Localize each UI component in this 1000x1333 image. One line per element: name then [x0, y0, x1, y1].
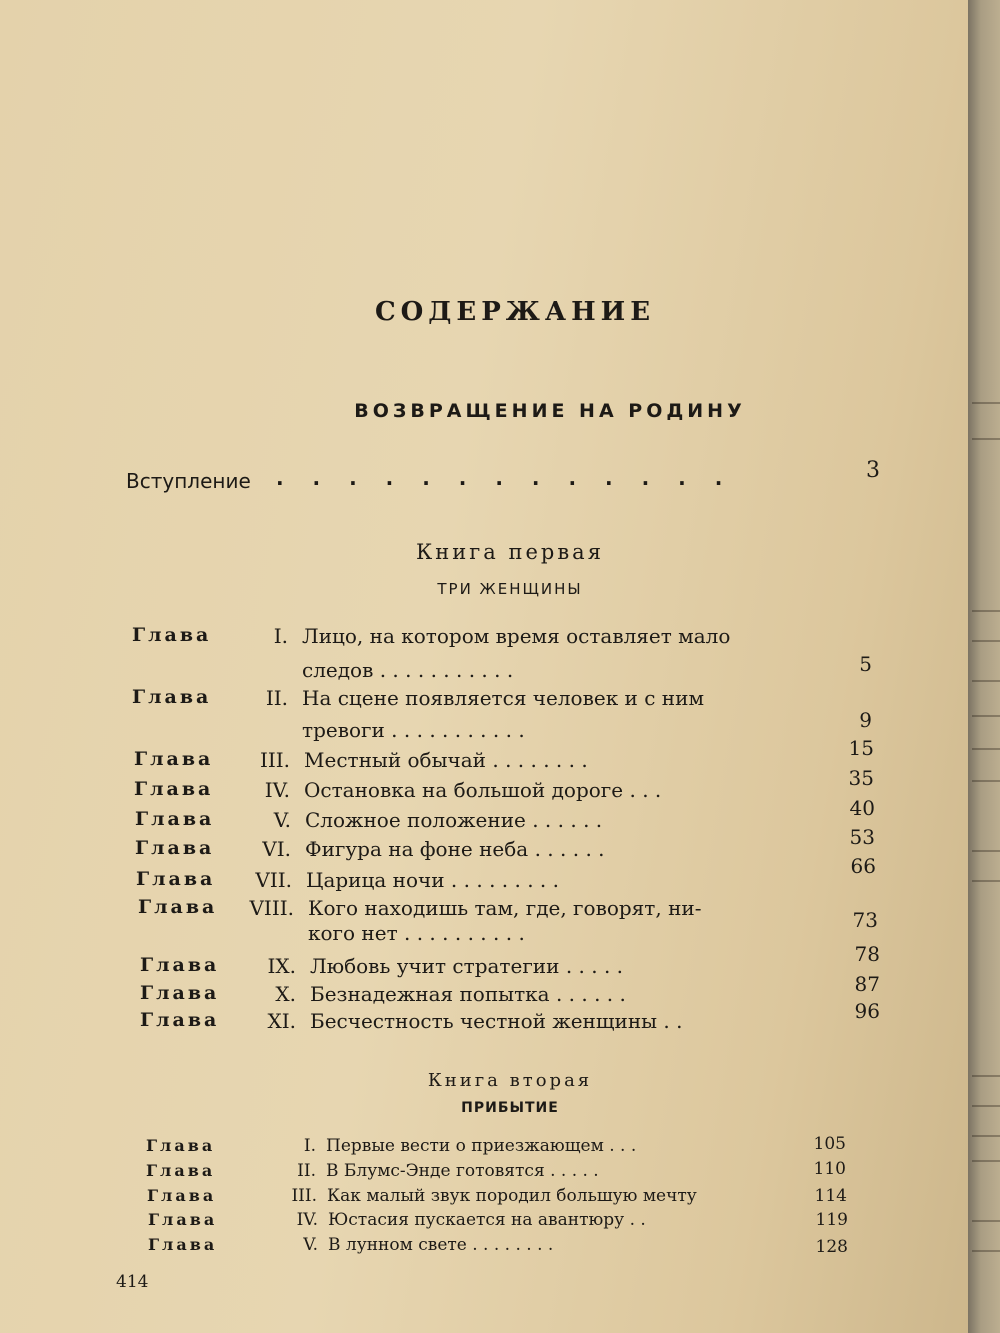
chapter-prefix: Глава — [135, 808, 215, 830]
facing-text-trace — [972, 1160, 1000, 1162]
chapter-prefix: Глава — [134, 778, 214, 800]
facing-text-trace — [972, 880, 1000, 882]
chapter-prefix: Глава — [148, 1235, 218, 1254]
facing-text-trace — [972, 1220, 1000, 1222]
chapter-number: V. — [273, 808, 291, 832]
facing-text-trace — [972, 1075, 1000, 1077]
chapter-number: X. — [275, 982, 296, 1006]
chapter-number: II. — [297, 1161, 316, 1181]
intro-label: Вступление — [126, 469, 251, 493]
facing-text-trace — [972, 748, 1000, 750]
chapter-title: Сложное положение . . . . . . — [305, 808, 603, 832]
chapter-page: 128 — [815, 1237, 848, 1257]
intro-entry — [126, 458, 886, 498]
chapter-number: IV. — [264, 778, 290, 802]
book1-heading: Книга первая — [416, 540, 604, 564]
chapter-title-cont: кого нет . . . . . . . . . . — [308, 921, 525, 945]
chapter-number: IX. — [267, 954, 296, 978]
facing-page-edge — [968, 0, 1000, 1333]
chapter-number: III. — [291, 1186, 317, 1206]
chapter-title: В лунном свете . . . . . . . . — [328, 1235, 554, 1255]
chapter-page: 35 — [848, 766, 874, 790]
chapter-title: Как малый звук породил большую мечту — [327, 1186, 697, 1206]
chapter-number: III. — [259, 748, 290, 772]
facing-text-trace — [972, 680, 1000, 682]
chapter-prefix: Глава — [140, 954, 220, 976]
part-title: ВОЗВРАЩЕНИЕ НА РОДИНУ — [354, 400, 746, 422]
chapter-number: II. — [265, 686, 288, 710]
chapter-prefix: Глава — [134, 748, 214, 770]
chapter-page: 96 — [854, 999, 880, 1023]
chapter-title: Местный обычай . . . . . . . . — [304, 748, 588, 772]
facing-text-trace — [972, 438, 1000, 440]
chapter-prefix: Глава — [148, 1210, 218, 1229]
chapter-page: 40 — [849, 796, 875, 820]
facing-text-trace — [972, 402, 1000, 404]
chapter-title: Любовь учит стратегии . . . . . — [310, 954, 624, 978]
book2-heading: Книга вторая — [427, 1070, 593, 1091]
book2-subtitle: ПРИБЫТИЕ — [461, 1100, 559, 1116]
chapter-page: 119 — [815, 1210, 848, 1230]
chapter-prefix: Глава — [135, 837, 215, 859]
chapter-number: XI. — [267, 1009, 296, 1033]
chapter-prefix: Глава — [146, 1161, 216, 1180]
chapter-title: Бесчестность честной женщины . . — [310, 1009, 683, 1033]
chapter-number: VII. — [255, 868, 292, 892]
chapter-prefix: Глава — [140, 982, 220, 1004]
chapter-number: I. — [273, 624, 288, 648]
intro-leader: . . . . . . . . . . . . . — [276, 466, 734, 490]
chapter-title-cont: тревоги . . . . . . . . . . . — [302, 718, 525, 742]
facing-text-trace — [972, 780, 1000, 782]
chapter-page: 105 — [813, 1134, 846, 1154]
book1-subtitle: ТРИ ЖЕНЩИНЫ — [437, 580, 583, 598]
facing-text-trace — [972, 1135, 1000, 1137]
chapter-title: Лицо, на котором время оставляет мало — [302, 624, 731, 648]
chapter-number: VI. — [262, 837, 291, 861]
chapter-title: Юстасия пускается на авантюру . . — [328, 1210, 646, 1230]
chapter-page: 15 — [848, 736, 874, 760]
chapter-number: IV. — [296, 1210, 318, 1230]
chapter-page: 78 — [854, 942, 880, 966]
intro-page: 3 — [866, 458, 880, 483]
facing-text-trace — [972, 640, 1000, 642]
facing-text-trace — [972, 715, 1000, 717]
chapter-page: 87 — [854, 972, 880, 996]
chapter-title: На сцене появляется человек и с ним — [302, 686, 705, 710]
facing-text-trace — [972, 1250, 1000, 1252]
chapter-page: 73 — [852, 908, 878, 932]
chapter-title: Остановка на большой дороге . . . — [304, 778, 662, 802]
chapter-prefix: Глава — [140, 1009, 220, 1031]
chapter-prefix: Глава — [132, 686, 212, 708]
chapter-page: 53 — [849, 825, 875, 849]
chapter-title: Безнадежная попытка . . . . . . — [310, 982, 626, 1006]
page-title: СОДЕРЖАНИЕ — [374, 297, 656, 327]
chapter-prefix: Глава — [138, 896, 218, 918]
chapter-title: Кого находишь там, где, говорят, ни- — [308, 896, 702, 920]
chapter-title: Фигура на фоне неба . . . . . . — [305, 837, 605, 861]
facing-text-trace — [972, 850, 1000, 852]
chapter-title: Царица ночи . . . . . . . . . — [306, 868, 559, 892]
chapter-page: 66 — [850, 854, 876, 878]
chapter-prefix: Глава — [146, 1136, 216, 1155]
chapter-page: 114 — [814, 1186, 847, 1206]
chapter-prefix: Глава — [147, 1186, 217, 1205]
chapter-page: 5 — [859, 652, 872, 676]
chapter-title-cont: следов . . . . . . . . . . . — [302, 658, 514, 682]
chapter-number: I. — [303, 1136, 316, 1156]
chapter-number: V. — [303, 1235, 318, 1255]
facing-text-trace — [972, 610, 1000, 612]
chapter-title: Первые вести о приезжающем . . . — [326, 1136, 637, 1156]
facing-text-trace — [972, 1105, 1000, 1107]
chapter-page: 110 — [813, 1159, 846, 1179]
chapter-prefix: Глава — [136, 868, 216, 890]
chapter-prefix: Глава — [132, 624, 212, 646]
page-number: 414 — [116, 1272, 149, 1292]
chapter-page: 9 — [859, 708, 872, 732]
chapter-title: В Блумс-Энде готовятся . . . . . — [326, 1161, 599, 1181]
chapter-number: VIII. — [249, 896, 294, 920]
